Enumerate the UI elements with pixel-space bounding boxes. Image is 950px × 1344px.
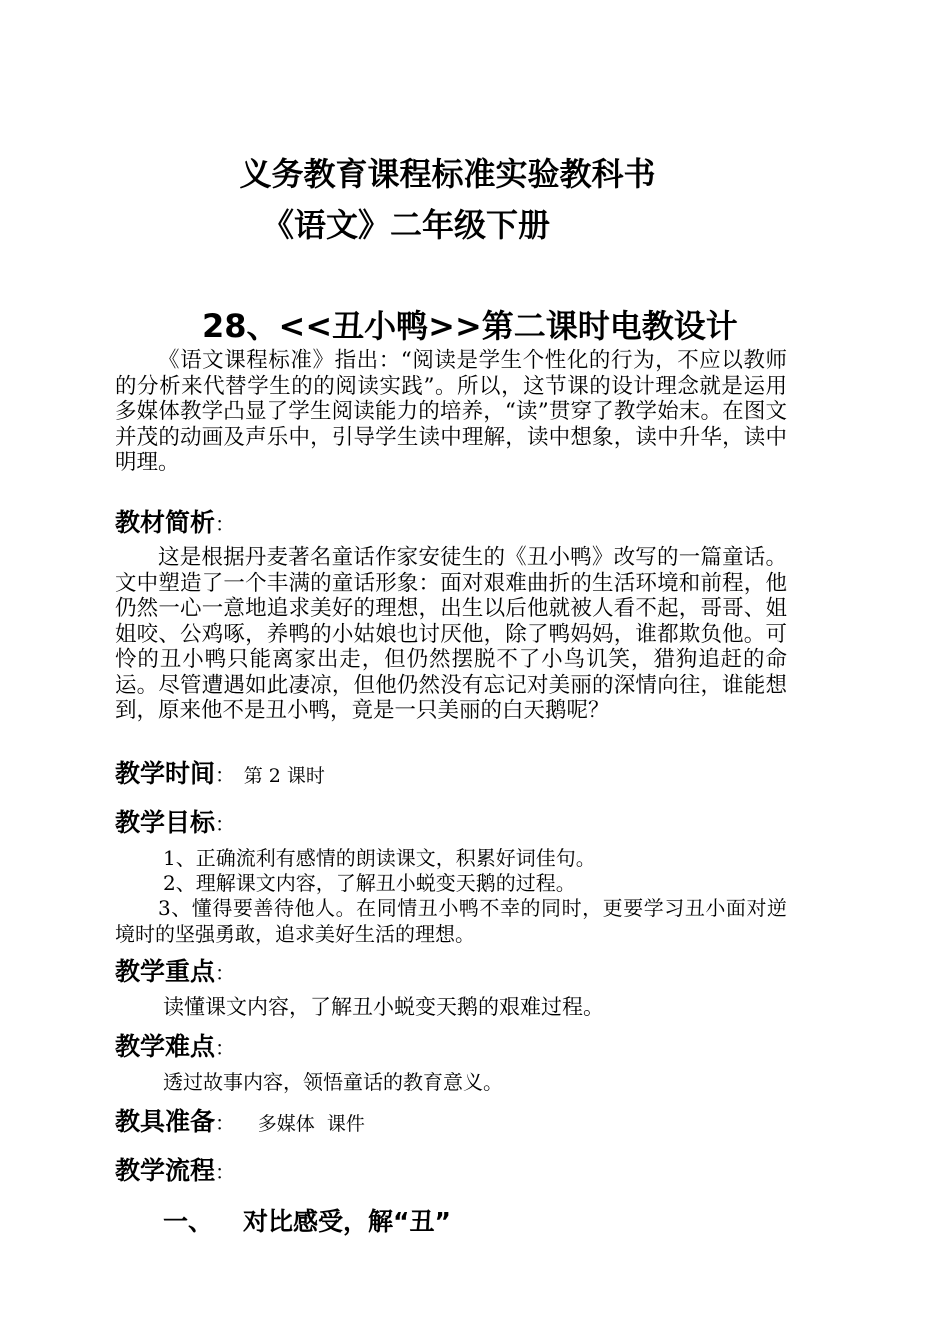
section-heading-analysis bbox=[115, 506, 235, 541]
key-points-text: 读懂课文内容，了解丑小蜕变天鹅的艰难过程。 bbox=[163, 995, 604, 1019]
heading-label: 教具准备 bbox=[115, 1107, 216, 1136]
heading-label: 教学目标 bbox=[115, 808, 216, 837]
heading-label: 教学时间 bbox=[115, 759, 216, 788]
process-step-1 bbox=[163, 1205, 451, 1239]
section-heading-tools bbox=[115, 1105, 365, 1141]
heading-colon: ： bbox=[215, 512, 236, 536]
heading-colon: ： bbox=[215, 1036, 236, 1060]
section-heading-process bbox=[115, 1154, 235, 1189]
document-title: 义务教育课程标准实验教科书 bbox=[239, 155, 656, 193]
heading-label: 教学重点 bbox=[115, 957, 216, 986]
heading-colon: ： bbox=[215, 763, 236, 787]
heading-colon: ： bbox=[215, 1111, 236, 1135]
goal-item: 2、理解课文内容，了解丑小蜕变天鹅的过程。 bbox=[163, 871, 576, 895]
section-heading-time bbox=[115, 757, 325, 793]
lesson-title: 28、<<丑小鸭>>第二课时电教设计 bbox=[202, 307, 738, 345]
heading-label: 教学流程 bbox=[115, 1156, 216, 1185]
section-heading-goals bbox=[115, 806, 235, 841]
section-heading-key-points bbox=[115, 955, 235, 990]
heading-colon: ： bbox=[215, 812, 236, 836]
goal-item: 1、正确流利有感情的朗读课文，积累好词佳句。 bbox=[163, 846, 596, 870]
document-subtitle: 《语文》二年级下册 bbox=[262, 206, 551, 244]
difficulties-text: 透过故事内容，领悟童话的教育意义。 bbox=[163, 1070, 503, 1094]
goal-item: 3、懂得要善待他人。在同情丑小鸭不幸的同时，更要学习丑小面对逆境时的坚强勇敢，追求美好生活的理想。 bbox=[115, 896, 787, 946]
heading-colon: ： bbox=[215, 961, 236, 985]
heading-label: 教学难点 bbox=[115, 1032, 216, 1061]
section-heading-difficulties bbox=[115, 1030, 235, 1065]
heading-label: 教材简析 bbox=[115, 508, 216, 537]
step-number: 一、 bbox=[163, 1207, 214, 1236]
analysis-paragraph: 这是根据丹麦著名童话作家安徒生的《丑小鸭》改写的一篇童话。文中塑造了一个丰满的童话形象：面对艰难曲折的生活环境和前程，他仍然一心一意地追求美好的理想，出生以后他就被人看不起，哥哥、姐姐咬、公鸡啄，养鸭的小姑娘也讨厌他，除了鸭妈妈，谁都欺负他。可怜的丑小鸭只能离家出走，但仍然摆脱不了小鸟讥笑，猎狗追赶的命运。尽管遭遇如此凄凉，但他仍然没有忘记对美丽的深情向往，谁能想到，原来他不是丑小鸭，竟是一只美丽的白天鹅呢？ bbox=[115, 545, 787, 723]
heading-colon: ： bbox=[215, 1160, 236, 1184]
teaching-time-value: 第 2 课时 bbox=[243, 765, 325, 787]
step-text: 对比感受，解“丑” bbox=[243, 1207, 451, 1236]
tools-value: 多媒体 课件 bbox=[257, 1113, 365, 1135]
intro-paragraph: 《语文课程标准》指出：“阅读是学生个性化的行为，不应以教师的分析来代替学生的的阅读实践”。所以，这节课的设计理念就是运用多媒体教学凸显了学生阅读能力的培养，“读”贯穿了教学始末。在图文并茂的动画及声乐中，引导学生读中理解，读中想象，读中升华，读中明理。 bbox=[115, 348, 787, 475]
